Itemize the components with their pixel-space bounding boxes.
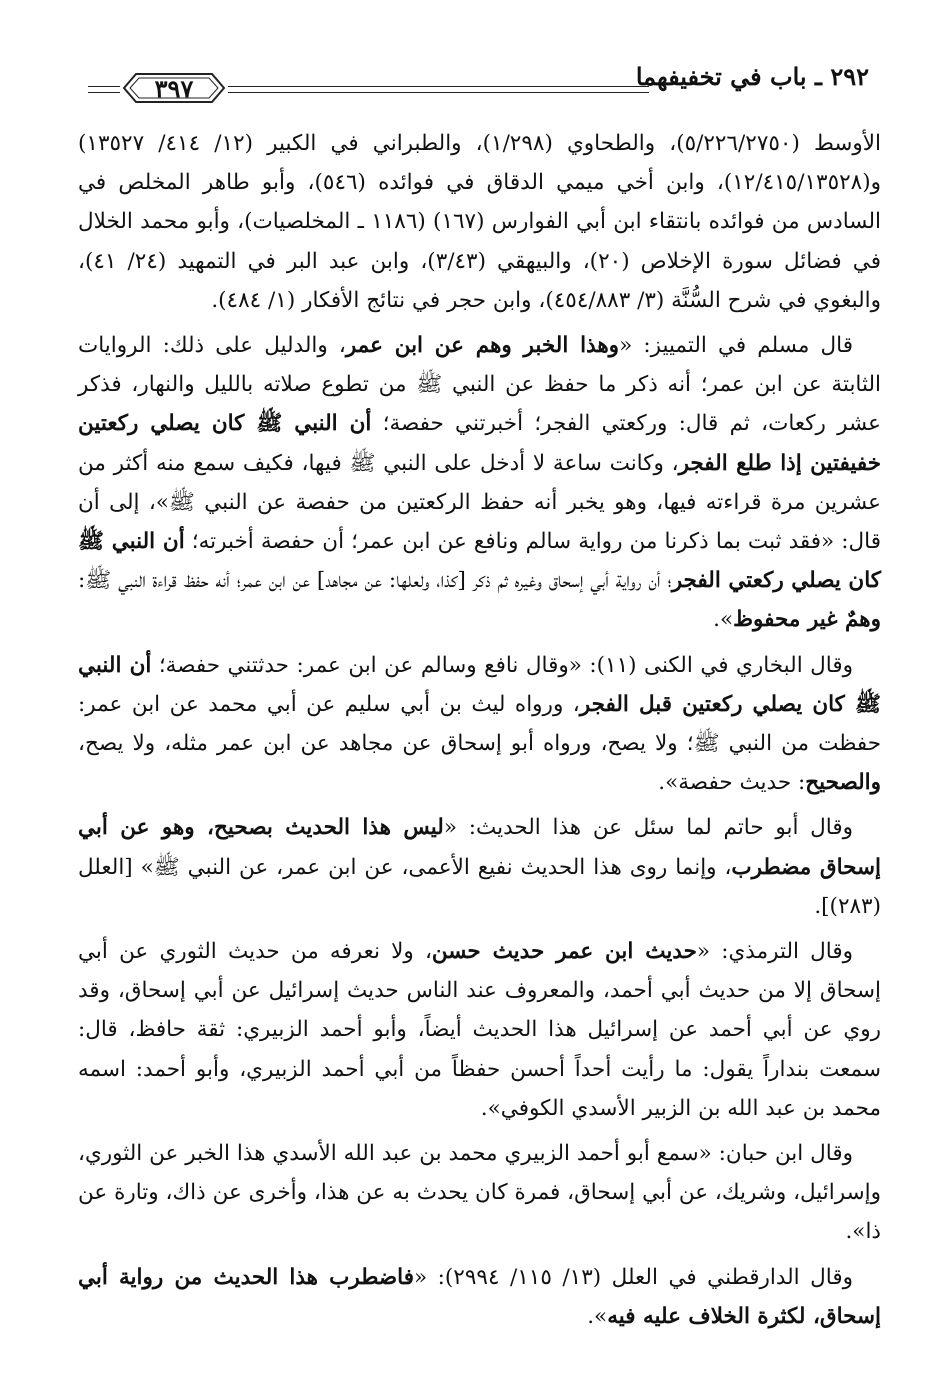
paragraph-ibn-hibban bbox=[78, 1134, 881, 1252]
chapter-title: ٢٩٢ ـ باب في تخفيفهما bbox=[635, 62, 869, 91]
text-run: قال مسلم في التمييز: « bbox=[619, 333, 854, 359]
paragraph-references bbox=[78, 124, 881, 320]
bold-run: ليس هذا الحديث بصحيح، وهو عن أبي إسحاق مضطرب bbox=[78, 815, 881, 880]
page-header bbox=[88, 58, 869, 108]
header-rule bbox=[88, 86, 120, 87]
bold-run: أن النبي ﷺ كان يصلي ركعتي الفجر bbox=[78, 529, 881, 594]
text-run: ». bbox=[587, 1303, 608, 1329]
bold-run: وهمٌ غير محفوظ bbox=[733, 607, 881, 633]
header-rule bbox=[228, 92, 649, 93]
text-run: وقال أبو حاتم لما سئل عن هذا الحديث: « bbox=[443, 815, 854, 841]
text-run: وقال الدارقطني في العلل (١٣/ ١١٥/ ٢٩٩٤): « bbox=[414, 1264, 853, 1290]
page-number: ٣٩٧ bbox=[154, 73, 194, 103]
text-run: وقال البخاري في الكنى (١١): «وقال نافع وسالم عن ابن عمر: حدثتني حفصة؛ bbox=[151, 652, 854, 678]
bold-run: أن النبي ﷺ كان يصلي ركعتين خفيفتين إذا طلع الفجر bbox=[78, 411, 881, 476]
text-run: ، وإنما روى هذا الحديث نفيع الأعمى، عن ابن عمر، عن النبي ﷺ» [العلل (٢٨٣)]. bbox=[78, 854, 881, 919]
bold-run: حديث ابن عمر حديث حسن bbox=[431, 939, 697, 965]
text-run: ، ورواه ليث بن أبي سليم عن أبي محمد عن ابن عمر: حفظت من النبي ﷺ؛ ولا يصح، ورواه أبو إسحاق عن مجاهد عن ابن عمر مثله، ولا يصح، bbox=[78, 691, 881, 757]
text-run: ، ولا نعرفه من حديث الثوري عن أبي إسحاق إلا من حديث أبي أحمد، والمعروف عند الناس حديث إسرائيل عن أبي إسحاق، وقد روي عن أبي أحمد عن إسرائيل هذا الحديث أيضاً، وأبو أحمد الزبيري: ثقة حافظ، قال: سمعت بنداراً يقول: ما رأيت أحداً أحسن حفظاً من أبي أحمد الزبيري، وأبو أحمد: اسمه محمد بن عبد الله بن الزبير الأسدي الكوفي». bbox=[78, 939, 881, 1121]
paragraph-abu-hatim bbox=[78, 808, 881, 926]
text-run: الأوسط (٥/٢٢٦/٢٧٥٠)، والطحاوي (١/٢٩٨)، والطبراني في الكبير (١٢/ ٤١٤/ ١٣٥٢٧) و(١٢/٤١٥/١٣٥٢٨)، وابن أخي ميمي الدقاق في فوائده (٥٤٦)، وأبو طاهر المخلص في السادس من فوائده بانتقاء ابن أبي الفوارس (١٦٧) (١١٨٦ ـ المخلصيات)، وأبو محمد الخلال في فضائل سورة الإخلاص (٢٠)، والبيهقي (٣/٤٣)، وابن عبد البر في التمهيد (٢٤/ ٤١)، والبغوي في شرح السُّنَّة (٣/ ٤٥٤/٨٨٣)، وابن حجر في نتائج الأفكار (١/ ٤٨٤). bbox=[78, 131, 882, 313]
text-run: : حديث حفصة». bbox=[658, 770, 806, 796]
text-run: ، والدليل على ذلك: الروايات الثابتة عن ابن عمر؛ أنه ذكر ما حفظ عن النبي ﷺ من تطوع صلاته بالليل والنهار، فذكر عشر ركعات، ثم قال: وركعتي الفجر؛ أخبرتني حفصة؛ bbox=[78, 333, 882, 437]
bold-run: والصحيح bbox=[805, 770, 881, 796]
bold-run: فاضطرب هذا الحديث من رواية أبي إسحاق، لكثرة الخلاف عليه فيه bbox=[78, 1264, 881, 1329]
bold-run: وهذا الخبر وهم عن ابن عمر bbox=[345, 333, 620, 359]
paragraph-muslim bbox=[78, 326, 881, 640]
paragraph-daraqutni bbox=[78, 1258, 881, 1336]
text-run: ؛ أن رواية أبي إسحاق وغيره ثم ذكر [كذا، ولعلها: عن مجاهد] عن ابن عمر؛ أنه حفظ قراءة النبي ﷺ: bbox=[78, 568, 672, 594]
page-number-ornament bbox=[120, 70, 228, 106]
bold-run: أن النبي ﷺ كان يصلي ركعتين قبل الفجر bbox=[78, 652, 881, 717]
text-run: ، وكانت ساعة لا أدخل على النبي ﷺ فيها، فكيف سمع منه أكثر من عشرين مرة قراءته فيها، وهو يخبر أنه حفظ الركعتين من حفصة عن النبي ﷺ»، إلى أن قال: «فقد ثبت بما ذكرنا من رواية سالم ونافع عن ابن عمر؛ أن حفصة أخبرته؛ bbox=[78, 450, 881, 555]
header-rule bbox=[228, 86, 649, 87]
page-body bbox=[78, 124, 881, 1342]
text-run: وقال الترمذي: « bbox=[696, 939, 853, 965]
paragraph-bukhari bbox=[78, 646, 881, 803]
text-run: ». bbox=[713, 607, 734, 633]
paragraph-tirmidhi bbox=[78, 932, 881, 1128]
text-run: وقال ابن حبان: «سمع أبو أحمد الزبيري محمد بن عبد الله الأسدي هذا الخبر عن الثوري، وإسرائيل، وشريك، عن أبي إسحاق، فمرة كان يحدث به عن هذا، وأخرى عن ذاك، وتارة عن ذا». bbox=[78, 1141, 881, 1245]
header-rule bbox=[88, 92, 120, 93]
